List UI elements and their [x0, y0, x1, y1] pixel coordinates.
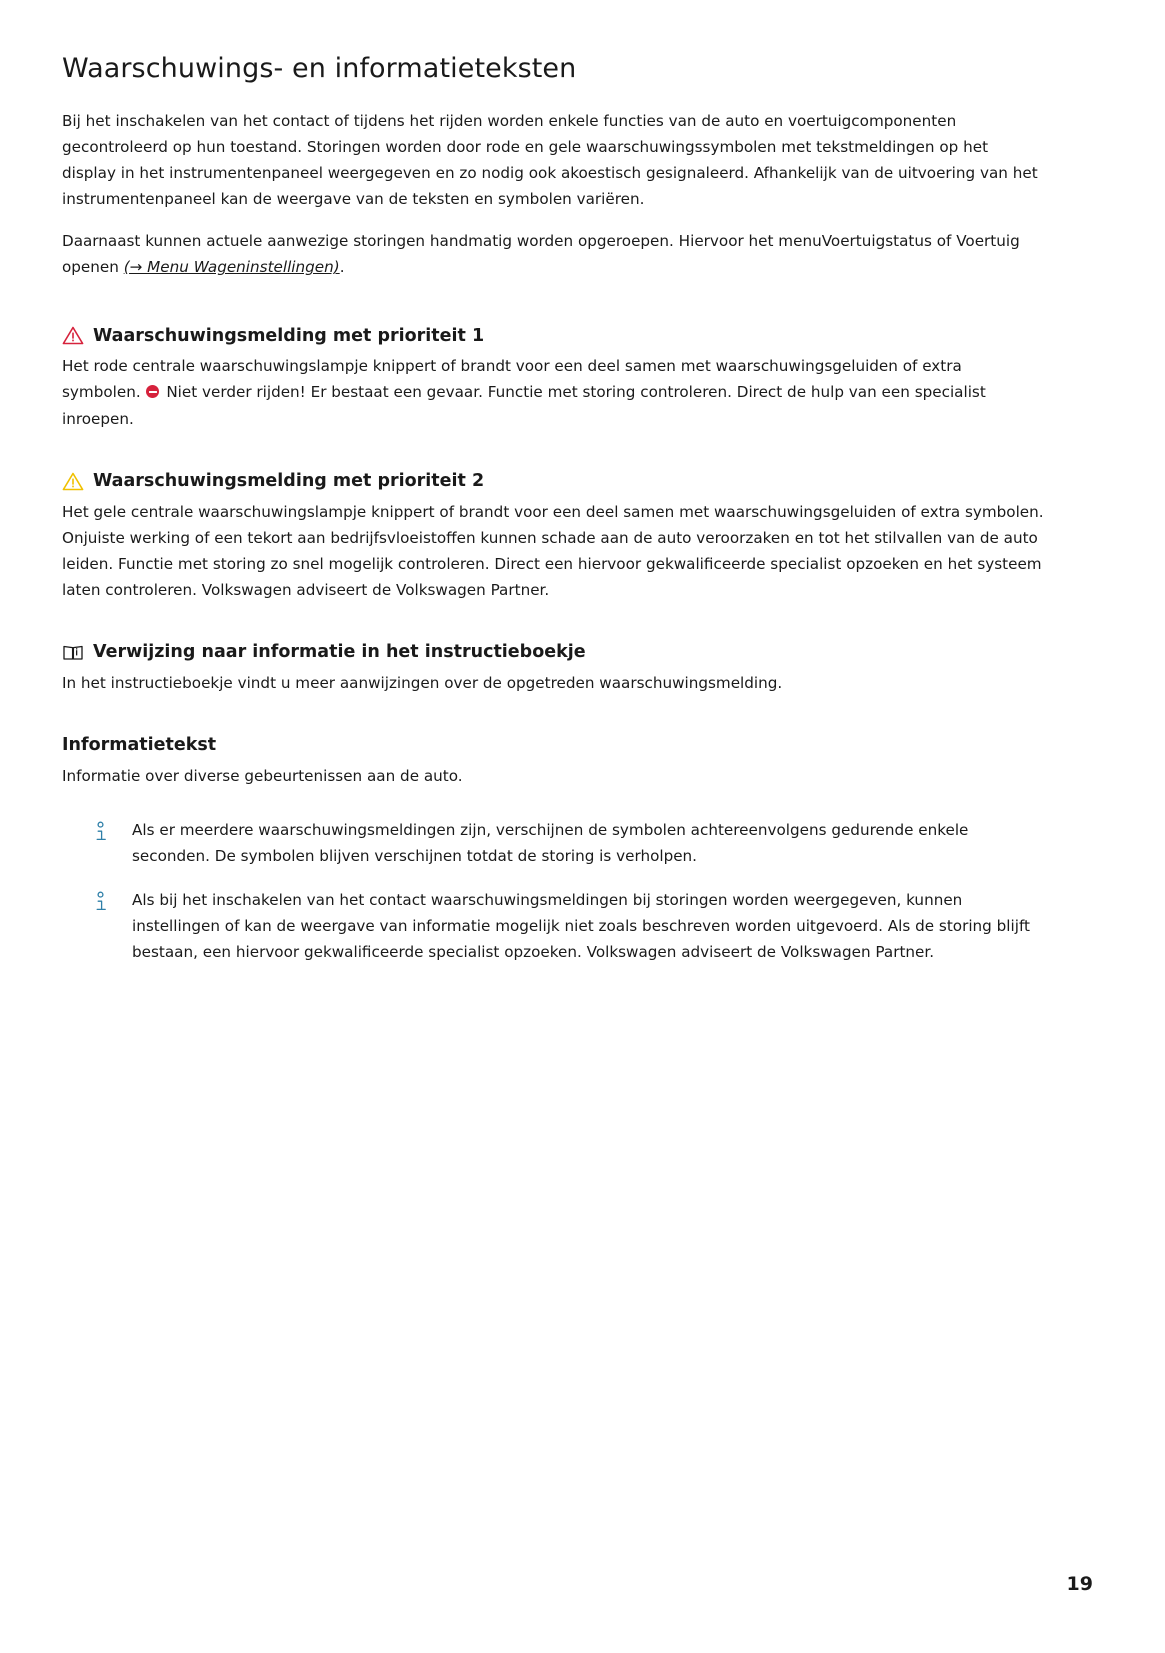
- section-body: Het gele centrale waarschuwingslampje knippert of brandt voor een deel samen met waarschuwingsgeluiden of extra symbolen. Onjuiste werking of een tekort aan bedrijfsvloeistoffen kunnen schade aan de auto veroorzaken en tot het stilvallen van de auto leiden. Functie met storing zo snel mogelijk controleren. Direct een hiervoor gekwalificeerde specialist opzoeken en het systeem laten controleren. Volkswagen adviseert de Volkswagen Partner.: [62, 502, 1044, 599]
- section-body-part2: Niet verder rijden! Er bestaat een gevaar. Functie met storing controleren. Direct de hulp van een specialist inroepen.: [62, 383, 986, 428]
- section-heading: [62, 734, 1045, 757]
- section-title-text: Verwijzing naar informatie in het instructieboekje: [93, 642, 586, 663]
- section-heading: [62, 641, 1045, 664]
- section-heading: [62, 325, 1045, 348]
- info-note-icon: [94, 887, 114, 913]
- note-text: Als bij het inschakelen van het contact waarschuwingsmeldingen bij storingen worden weergegeven, kunnen instellingen of kan de weergave van informatie mogelijk niet zoals beschreven worden uitgevoerd. Als de storing blijft bestaan, een hiervoor gekwalificeerde specialist opzoeken. Volkswagen adviseert de Volkswagen Partner.: [132, 891, 1030, 962]
- intro-paragraph-2: [62, 228, 1045, 280]
- section-priority-2: [62, 470, 1045, 603]
- section-title-text: Waarschuwingsmelding met prioriteit 1: [93, 325, 485, 346]
- section-body: Informatie over diverse gebeurtenissen aan de auto.: [62, 766, 463, 785]
- page-number: 19: [1066, 1573, 1093, 1595]
- section-title-text: Informatietekst: [62, 734, 217, 755]
- info-note-icon: [94, 817, 114, 843]
- intro-paragraph-2-text: Daarnaast kunnen actuele aanwezige storingen handmatig worden opgeroepen. Hiervoor het menuVoertuigstatus of Voertuig openen: [62, 232, 1020, 277]
- intro-paragraph-2-end: .: [339, 258, 345, 277]
- section-body-part1: Het rode centrale waarschuwingslampje knippert of brandt voor een deel samen met waarschuwingsgeluiden of extra symbolen.: [62, 357, 962, 402]
- warning-triangle-yellow-icon: [62, 472, 84, 491]
- list-item: [94, 887, 1045, 965]
- note-text: Als er meerdere waarschuwingsmeldingen zijn, verschijnen de symbolen achtereenvolgens gedurende enkele seconden. De symbolen blijven verschijnen totdat de storing is verholpen.: [132, 820, 969, 865]
- page-title: Waarschuwings- en informatieteksten: [62, 53, 577, 84]
- section-body: In het instructieboekje vindt u meer aanwijzingen over de opgetreden waarschuwingsmelding.: [62, 673, 783, 692]
- section-heading: [62, 470, 1045, 493]
- stop-sign-icon: [146, 385, 159, 398]
- warning-triangle-red-icon: [62, 326, 84, 345]
- intro-paragraph-1: Bij het inschakelen van het contact of tijdens het rijden worden enkele functies van de auto en voertuigcomponenten gecontroleerd op hun toestand. Storingen worden door rode en gele waarschuwingssymbolen met tekstmeldingen op het display in het instrumentenpaneel weergegeven en zo nodig ook akoestisch gesignaleerd. Afhankelijk van de uitvoering van het instrumentenpaneel kan de weergave van de teksten en symbolen variëren.: [62, 111, 1038, 209]
- list-item: [94, 817, 1045, 869]
- section-priority-1: [62, 325, 1045, 432]
- section-title-text: Waarschuwingsmelding met prioriteit 2: [93, 470, 485, 491]
- notes-list: [62, 817, 1045, 966]
- section-informatietekst: [62, 734, 1045, 789]
- section-body: [62, 353, 1045, 431]
- section-manual-reference: [62, 641, 1045, 696]
- manual-book-icon: [62, 643, 84, 662]
- cross-reference-link[interactable]: (→ Menu Wageninstellingen): [123, 258, 340, 277]
